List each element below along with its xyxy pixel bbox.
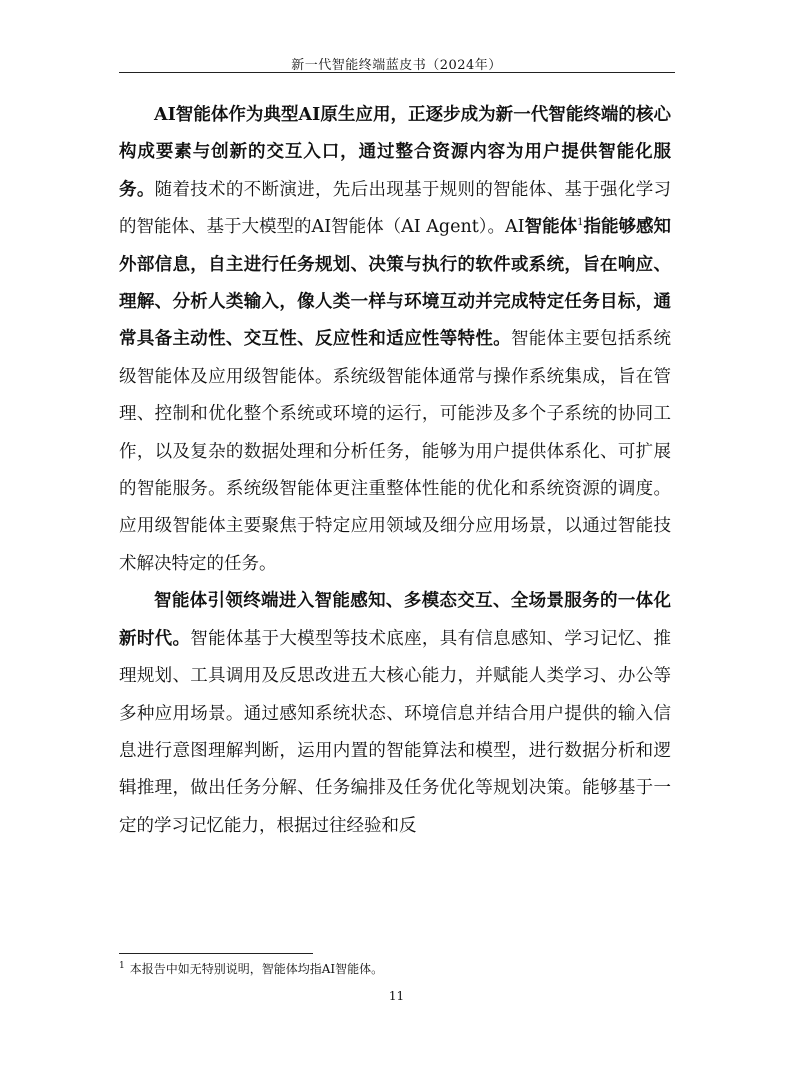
- running-header: 新一代智能终端蓝皮书（2024年）: [291, 58, 502, 73]
- paragraph-1: [119, 97, 671, 583]
- footnote-reference[interactable]: 1: [577, 217, 584, 229]
- footnote: [119, 961, 383, 977]
- page-number: 11: [388, 989, 405, 1003]
- paragraph-2-bold-lead: 智能体引领终端进入智能感知、多模态交互、全场景服务的一体化新时代。: [119, 591, 671, 649]
- paragraph-1-bold-lead: AI智能体作为典型AI原生应用，正逐步成为新一代智能终端的核心构成要素与创新的交互入口，通过整合资源内容为用户提供智能化服务。: [119, 105, 671, 200]
- paragraph-2: [119, 583, 671, 845]
- paragraph-1-text-2: 智能体主要包括系统级智能体及应用级智能体。系统级智能体通常与操作系统集成，旨在管理、控制和优化整个系统或环境的运行，可能涉及多个子系统的协同工作，以及复杂的数据处理和分析任务，能够为用户提供体系化、可扩展的智能服务。系统级智能体更注重整体性能的优化和系统资源的调度。应用级智能体主要聚焦于特定应用领域及细分应用场景，以通过智能技术解决特定的任务。: [119, 329, 672, 574]
- footnote-mark: 1: [119, 961, 125, 971]
- paragraph-1-bold-term: 智能体: [524, 217, 578, 238]
- footnote-text: 本报告中如无特别说明，智能体均指AI智能体。: [129, 962, 384, 976]
- paragraph-1-text-1: 随着技术的不断演进，先后出现基于规则的智能体、基于强化学习的智能体、基于大模型的AI智能体（AI Agent）。AI: [119, 179, 672, 238]
- footnote-rule: [119, 953, 313, 954]
- paragraph-1-bold-definition: 指能够感知外部信息，自主进行任务规划、决策与执行的软件或系统，旨在响应、理解、分析人类输入，像人类一样与环境互动并完成特定任务目标，通常具备主动性、交互性、反应性和适应性等特性。: [119, 217, 672, 350]
- header-rule: [119, 72, 675, 73]
- body-text: [119, 97, 671, 845]
- paragraph-2-text: 智能体基于大模型等技术底座，具有信息感知、学习记忆、推理规划、工具调用及反思改进五大核心能力，并赋能人类学习、办公等多种应用场景。通过感知系统状态、环境信息并结合用户提供的输入信息进行意图理解判断，运用内置的智能算法和模型，进行数据分析和逻辑推理，做出任务分解、任务编排及任务优化等规划决策。能够基于一定的学习记忆能力，根据过往经验和反: [119, 628, 672, 836]
